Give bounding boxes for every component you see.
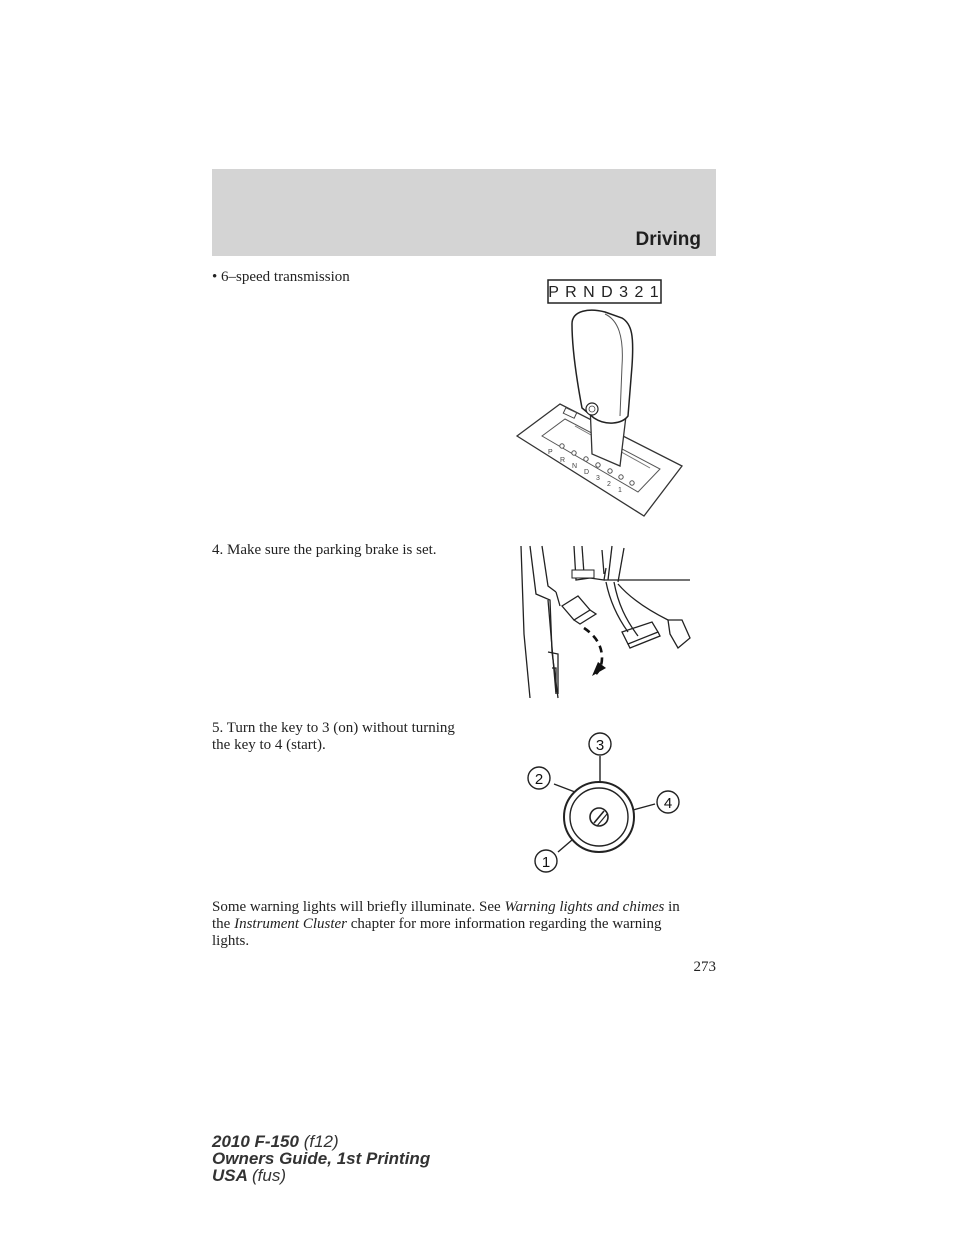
bullet-marker: • — [212, 269, 218, 285]
detent-label-1: 1 — [618, 487, 622, 494]
ignition-switch-svg — [518, 728, 690, 878]
bullet-text: 6–speed transmission — [221, 269, 350, 285]
detent-label-p: P — [548, 449, 553, 456]
arrow-head-icon — [592, 662, 606, 676]
step-5-text: 5. Turn the key to 3 (on) without turning the key to 4 (start). — [212, 720, 455, 753]
warning-lights-paragraph: Some warning lights will briefly illuminate. See Warning lights and chimes in the Instrument Cluster chapter for more information regarding the warning lights. — [212, 899, 680, 949]
detent-label-r: R — [560, 457, 566, 464]
detent-label-2: 2 — [607, 481, 611, 488]
warning-lights-reference: Warning lights and chimes — [504, 899, 665, 915]
bullet-item — [212, 269, 350, 286]
ignition-position-1: 1 — [541, 854, 551, 871]
footer-imprint — [212, 1133, 430, 1184]
overdrive-button-icon — [586, 403, 598, 415]
parking-brake-svg — [518, 544, 694, 700]
gear-indicator-label: P R N D 3 2 1 — [548, 284, 660, 301]
gear-shifter-illustration — [510, 276, 690, 522]
section-header — [212, 169, 716, 256]
instrument-cluster-reference: Instrument Cluster — [234, 916, 347, 932]
step-4-text: 4. Make sure the parking brake is set. — [212, 542, 437, 558]
ignition-position-4: 4 — [663, 795, 673, 812]
detent-label-3: 3 — [596, 475, 600, 482]
ignition-position-3: 3 — [595, 737, 605, 754]
detent-label-n: N — [572, 463, 578, 470]
section-title: Driving — [635, 229, 701, 250]
ignition-switch-illustration — [518, 728, 690, 878]
footer-line-1: 2010 F-150 (f12) — [212, 1132, 339, 1151]
shifter-handle — [572, 310, 633, 423]
ignition-position-2: 2 — [534, 771, 544, 788]
page-number: 273 — [693, 959, 716, 975]
detent-label-d: D — [584, 469, 590, 476]
gear-shifter-svg — [510, 276, 690, 522]
parking-brake-illustration — [518, 544, 694, 700]
footer-line-2: Owners Guide, 1st Printing — [212, 1149, 431, 1168]
footer-line-3: USA (fus) — [212, 1166, 286, 1185]
